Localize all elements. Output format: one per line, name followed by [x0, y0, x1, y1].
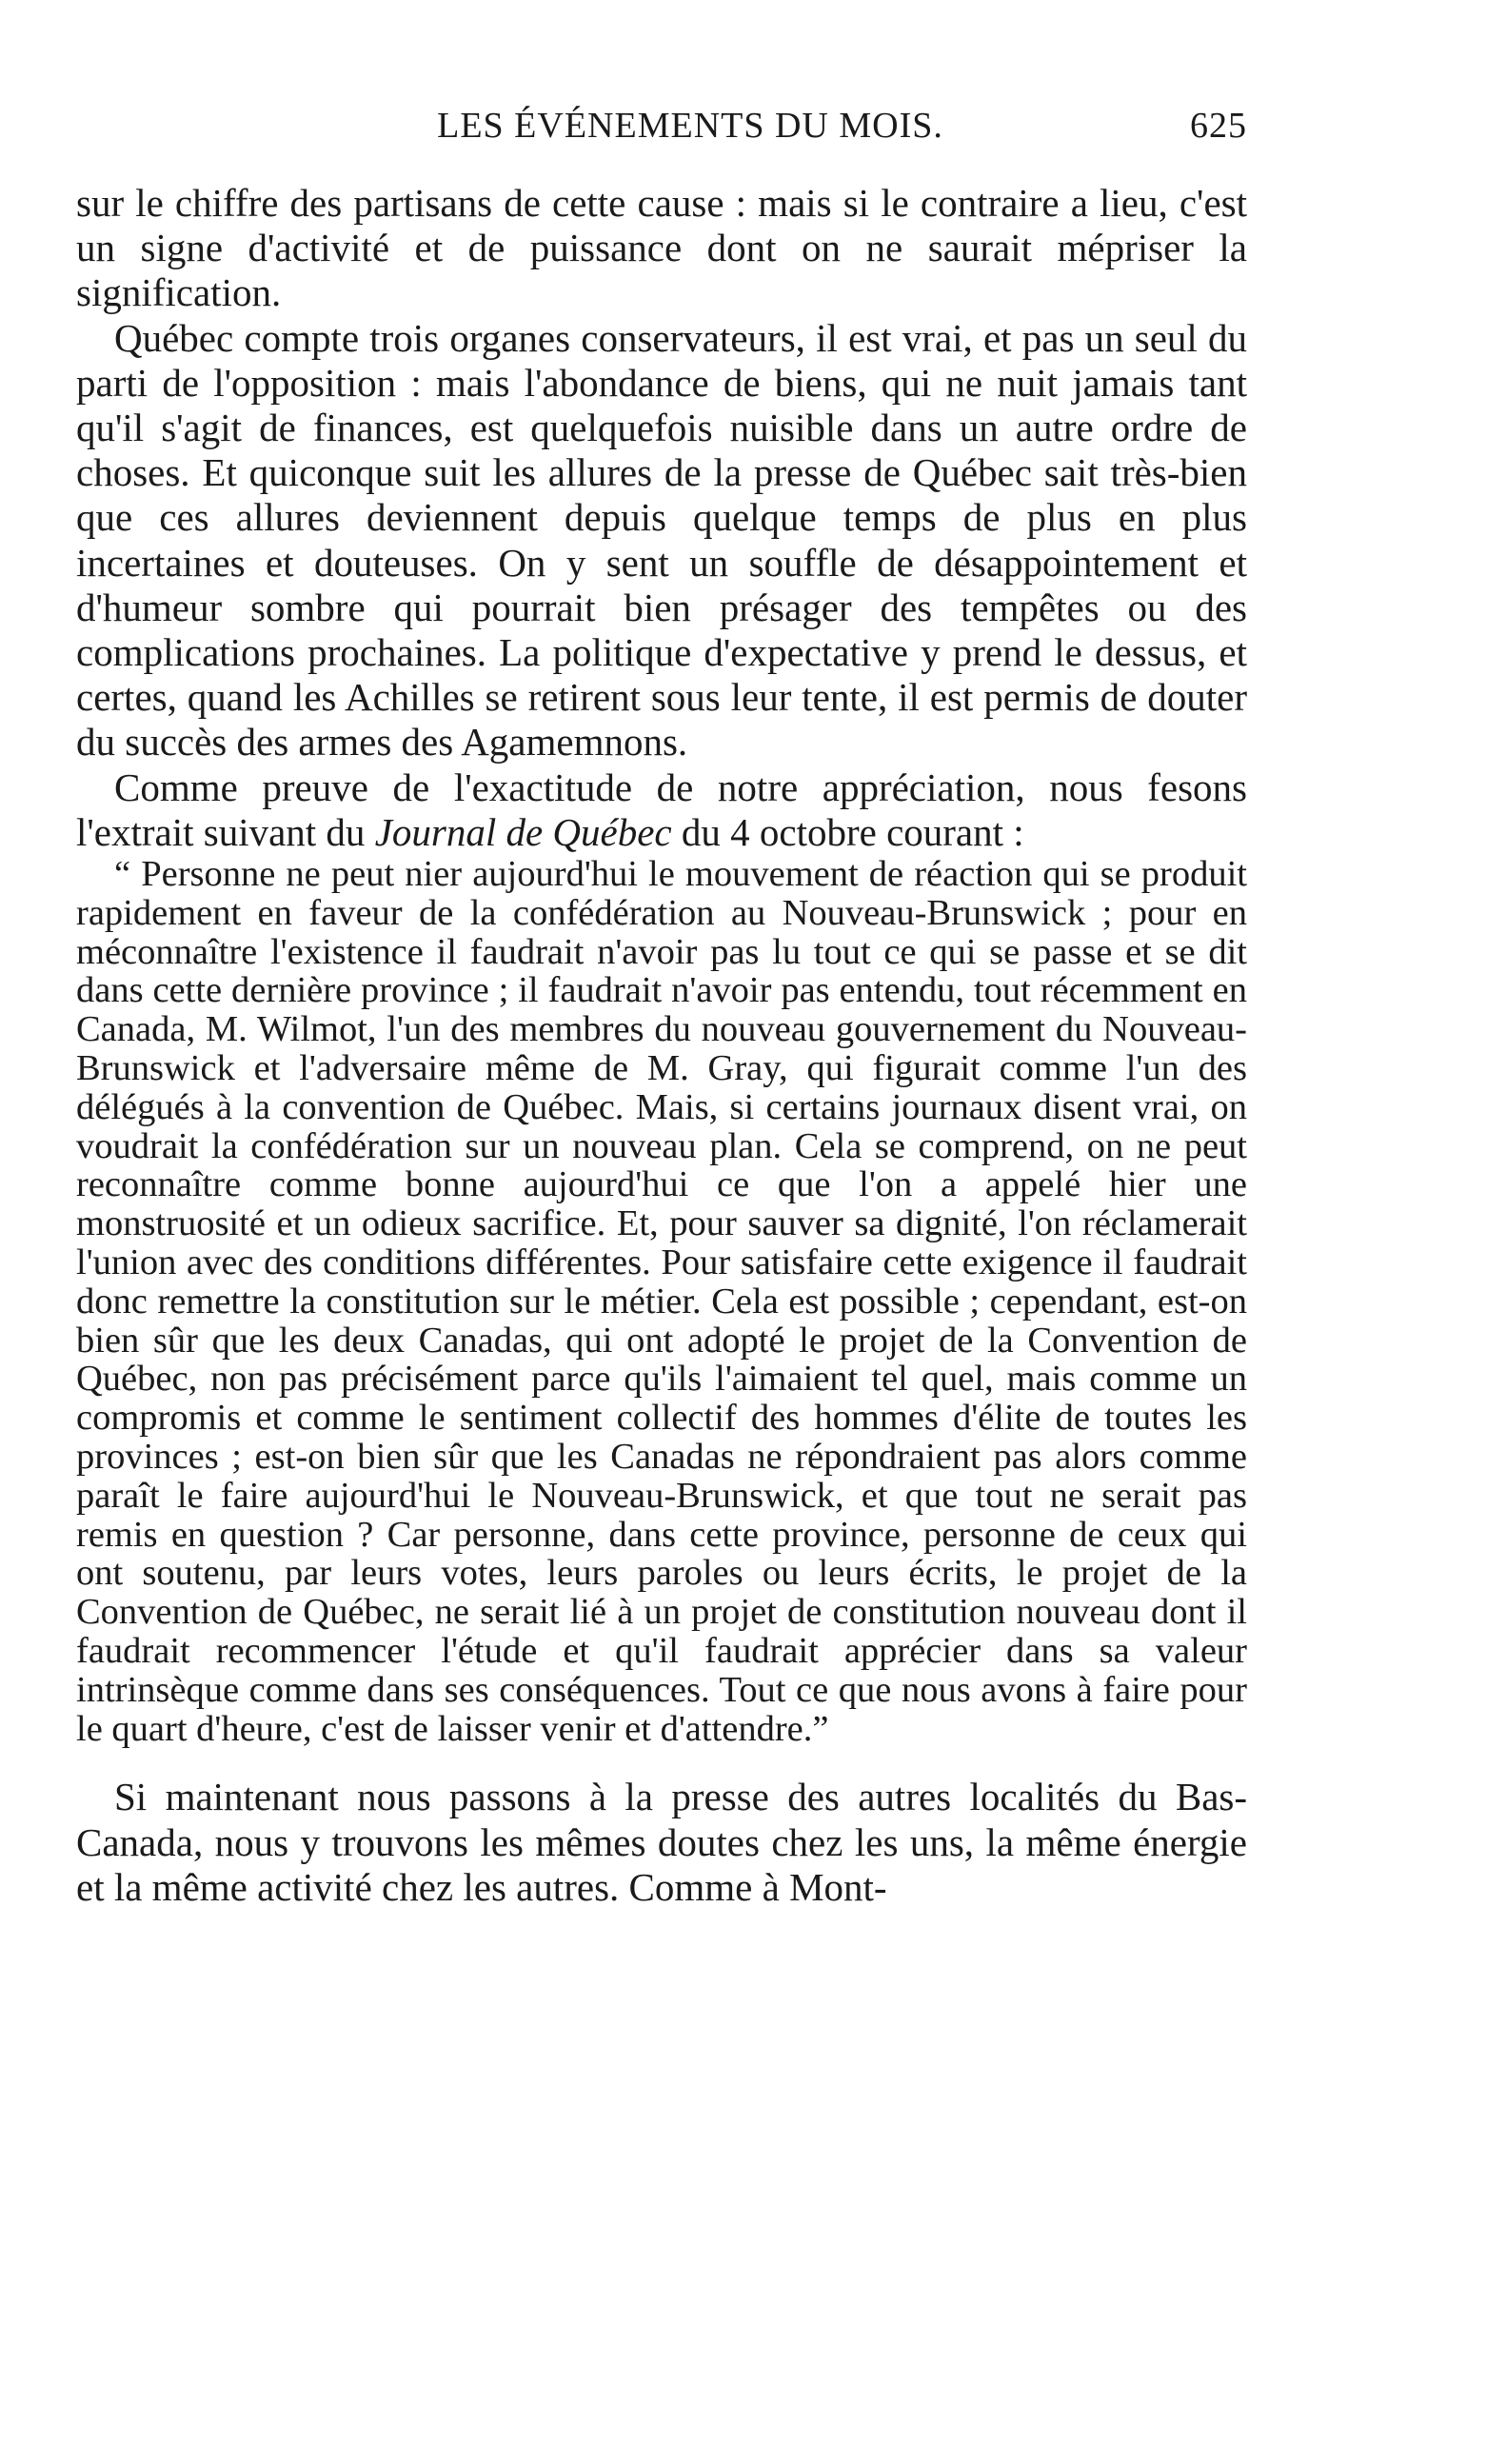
quote-intro-text: Comme preuve de l'exactitude de notre appréciation, nous fesons l'extrait suivant du [76, 765, 1247, 854]
body-text [76, 181, 1247, 1910]
paragraph-quebec-press: Québec compte trois organes conservateurs, il est vrai, et pas un seul du parti de l'opposition : mais l'abondance de biens, qui ne nuit jamais tant qu'il s'agit de finances, est quelquefois nuisible dans un autre ordre de choses. Et quiconque suit les allures de la presse de Québec sait très-bien que ces allures deviennent depuis quelque temps de plus en plus incertaines et douteuses. On y sent un souffle de désappointement et d'humeur sombre qui pourrait bien présager des tempêtes ou des complications prochaines. La politique d'expectative y prend le dessus, et certes, quand les Achilles se retirent sous leur tente, il est permis de douter du succès des armes des Agamemnons. [76, 315, 1247, 765]
running-title: LES ÉVÉNEMENTS DU MOIS. [437, 106, 943, 146]
block-quote [76, 855, 1247, 1748]
paragraph-continuation: sur le chiffre des partisans de cette cause : mais si le contraire a lieu, c'est un signe d'activité et de puissance dont on ne saurait mépriser la signification. [76, 181, 1247, 315]
page-number: 625 [1190, 106, 1247, 146]
quote-intro-date: du 4 octobre courant : [671, 809, 1024, 854]
book-page [76, 105, 1247, 1910]
running-head [76, 105, 1247, 162]
paragraph-bas-canada: Si maintenant nous passons à la presse des autres localités du Bas-Canada, nous y trouvons les mêmes doutes chez les uns, la même énergie et la même activité chez les autres. Comme à Mont- [76, 1775, 1247, 1909]
paragraph-quote-intro [76, 765, 1247, 855]
journal-title: Journal de Québec [374, 809, 672, 854]
quote-text: “ Personne ne peut nier aujourd'hui le mouvement de réaction qui se produit rapidement en faveur de la confédération au Nouveau-Brunswick ; pour en méconnaître l'existence il faudrait n'avoir pas lu tout ce qui se passe et se dit dans cette dernière province ; il faudrait n'avoir pas entendu, tout récemment en Canada, M. Wilmot, l'un des membres du nouveau gouvernement du Nouveau-Brunswick et l'adversaire même de M. Gray, qui figurait comme l'un des délégués à la convention de Québec. Mais, si certains journaux disent vrai, on voudrait la confédération sur un nouveau plan. Cela se comprend, on ne peut reconnaître comme bonne aujourd'hui ce que l'on a appelé hier une monstruosité et un odieux sacrifice. Et, pour sauver sa dignité, l'on réclamerait l'union avec des conditions différentes. Pour satisfaire cette exigence il faudrait donc remettre la constitution sur le métier. Cela est possible ; cependant, est-on bien sûr que les deux Canadas, qui ont adopté le projet de la Convention de Québec, non pas précisément parce qu'ils l'aimaient tel quel, mais comme un compromis et comme le sentiment collectif des hommes d'élite de toutes les provinces ; est-on bien sûr que les Canadas ne répondraient pas alors comme paraît le faire aujourd'hui le Nouveau-Brunswick, et que tout ne serait pas remis en question ? Car personne, dans cette province, personne de ceux qui ont soutenu, par leurs votes, leurs paroles ou leurs écrits, le projet de la Convention de Québec, ne serait lié à un projet de constitution nouveau dont il faudrait recommencer l'étude et qu'il faudrait apprécier dans sa valeur intrinsèque comme dans ses conséquences. Tout ce que nous avons à faire pour le quart d'heure, c'est de laisser venir et d'attendre.” [76, 854, 1247, 1749]
